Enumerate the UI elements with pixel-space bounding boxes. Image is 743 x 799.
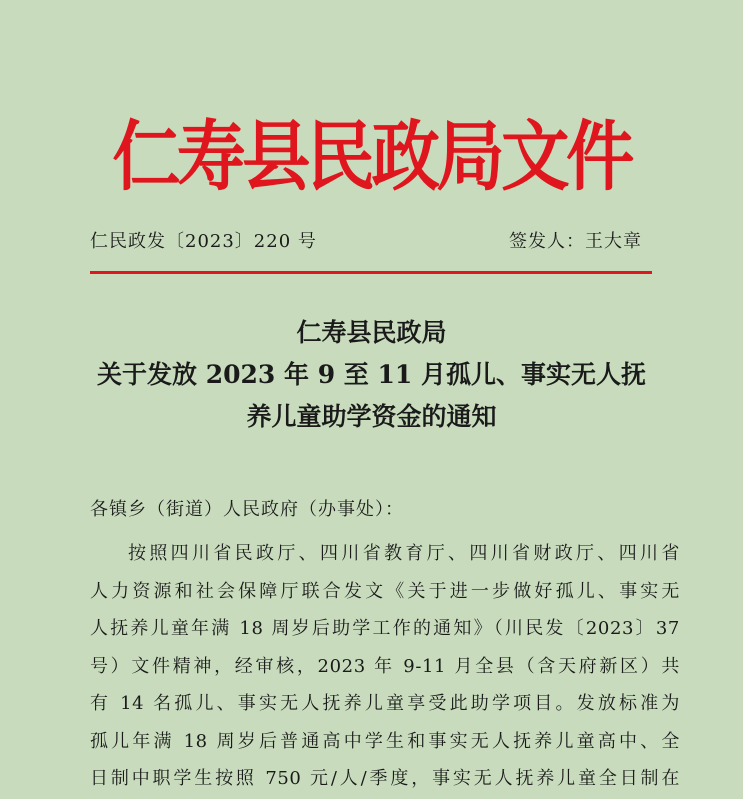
title-line-subject: 关于发放 2023 年 9 至 11 月孤儿、事实无人抚 [97,360,646,389]
title-line-subject-end: 养儿童助学资金的通知 [246,402,497,431]
body-line: 有 14 名孤儿、事实无人抚养儿童享受此助学项目。发放标准为 [90,693,680,714]
body-line: 日制中职学生按照 750 元/人/季度，事实无人抚养儿童全日制在 [90,768,680,789]
title-line-issuer: 仁寿县民政局 [296,318,447,347]
signer: 签发人：王大章 [509,231,642,252]
document-masthead: 仁寿县民政局文件 [112,112,631,201]
document-number: 仁民政发〔2023〕220 号 [90,231,317,252]
body-line: 人力资源和社会保障厅联合发文《关于进一步做好孤儿、事实无 [90,580,680,602]
body-line: 按照四川省民政厅、四川省教育厅、四川省财政厅、四川省 [128,543,680,564]
body-line: 人抚养儿童年满 18 周岁后助学工作的通知》（川民发〔2023〕37 [90,618,680,639]
body-line: 孤儿年满 18 周岁后普通高中学生和事实无人抚养儿童高中、全 [90,730,680,752]
notice-title [60,312,683,438]
salutation: 各镇乡（街道）人民政府（办事处）： [90,499,404,520]
red-divider-line [90,271,652,274]
body-paragraph [90,535,680,798]
body-line: 号）文件精神，经审核，2023 年 9-11 月全县（含天府新区）共 [90,655,680,677]
